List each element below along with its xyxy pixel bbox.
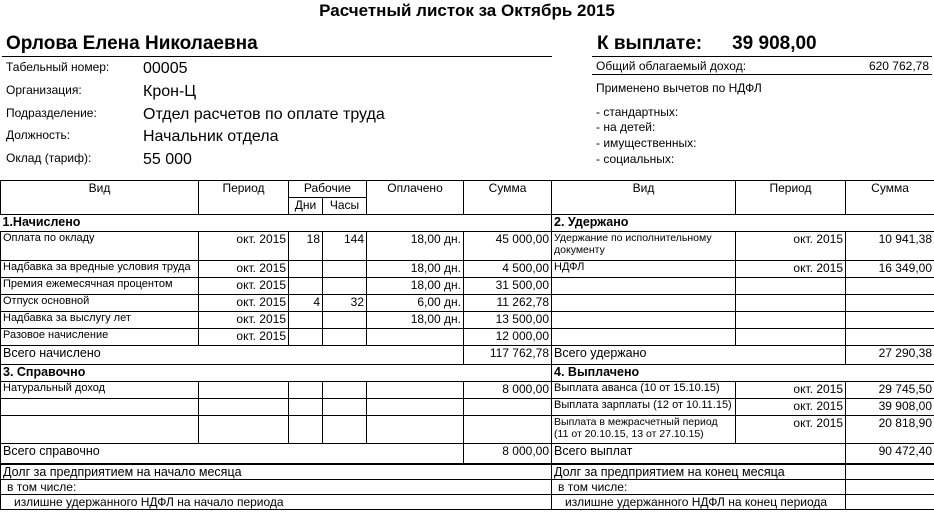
deduction-property: - имущественных: (596, 136, 697, 150)
total-accrued-value: 117 762,78 (464, 346, 552, 365)
paidout-period: окт. 2015 (736, 382, 846, 399)
empty-cell (199, 382, 289, 399)
debt-end-label: Долг за предприятием на конец месяца (552, 464, 846, 480)
accrued-hours (323, 312, 367, 329)
empty-cell (846, 479, 934, 494)
page-title: Расчетный листок за Октябрь 2015 (319, 1, 615, 20)
header-period-right: Период (736, 181, 846, 215)
empty-cell (289, 399, 323, 416)
paidout-sum: 29 745,50 (846, 382, 934, 399)
empty-cell (846, 295, 934, 312)
accrued-hours: 144 (323, 232, 367, 261)
accrued-vid: Надбавка за выслугу лет (1, 312, 199, 329)
total-reference-label: Всего справочно (1, 444, 464, 464)
accrued-vid: Оплата по окладу (1, 232, 199, 261)
withheld-period: окт. 2015 (736, 261, 846, 278)
accrued-sum: 11 262,78 (464, 295, 552, 312)
total-withheld-value: 27 290,38 (846, 346, 934, 365)
table-row (1, 295, 934, 312)
total-withheld-label: Всего удержано (552, 346, 846, 365)
table-row (1, 399, 934, 416)
accrued-paid (367, 329, 464, 346)
accrued-period: окт. 2015 (199, 295, 289, 312)
employee-name: Орлова Елена Николаевна (6, 33, 258, 54)
empty-cell (1, 399, 199, 416)
accrued-sum: 12 000,00 (464, 329, 552, 346)
paidout-vid: Выплата в межрасчетный период (11 от 20.10.15, 13 от 27.10.15) (552, 416, 736, 444)
header-vid-left: Вид (1, 181, 199, 215)
accrued-period: окт. 2015 (199, 312, 289, 329)
accrued-period: окт. 2015 (199, 329, 289, 346)
position-label: Должность: (6, 128, 71, 142)
header-sum-right: Сумма (846, 181, 934, 215)
section-accrued: 1.Начислено (1, 215, 552, 232)
section-reference: 3. Справочно (1, 365, 552, 382)
empty-cell (846, 494, 934, 509)
total-paidout-label: Всего выплат (552, 444, 846, 464)
empty-cell (464, 416, 552, 444)
withheld-sum: 16 349,00 (846, 261, 934, 278)
accrued-hours (323, 278, 367, 295)
header-paid: Оплачено (367, 181, 464, 215)
header-hours: Часы (323, 198, 367, 215)
total-accrued-label: Всего начислено (1, 346, 464, 365)
organization-label: Организация: (6, 83, 82, 97)
header-days: Дни (289, 198, 323, 215)
accrued-days: 4 (289, 295, 323, 312)
table-row (1, 416, 934, 444)
accrued-sum: 45 000,00 (464, 232, 552, 261)
empty-cell (736, 278, 846, 295)
accrued-days (289, 261, 323, 278)
header-sum-left: Сумма (464, 181, 552, 215)
accrued-paid: 6,00 дн. (367, 295, 464, 312)
empty-cell (846, 312, 934, 329)
accrued-period: окт. 2015 (199, 261, 289, 278)
taxable-income-label: Общий облагаемый доход: (596, 59, 747, 73)
debt-end-ndfl: излишне удержанного НДФЛ на конец периода (552, 494, 846, 509)
deduction-children: - на детей: (596, 120, 656, 134)
section-paidout: 4. Выплачено (552, 365, 934, 382)
empty-cell (846, 278, 934, 295)
debt-start-incl: в том числе: (1, 479, 552, 494)
accrued-hours (323, 329, 367, 346)
accrued-paid: 18,00 дн. (367, 232, 464, 261)
empty-cell (289, 416, 323, 444)
paidout-period: окт. 2015 (736, 416, 846, 444)
paidout-vid: Выплата зарплаты (12 от 10.11.15) (552, 399, 736, 416)
department-value: Отдел расчетов по оплате труда (143, 106, 385, 123)
accrued-vid: Премия ежемесячная процентом (1, 278, 199, 295)
paidout-sum: 20 818,90 (846, 416, 934, 444)
payout-value: 39 908,00 (732, 33, 817, 54)
debt-start-ndfl: излишне удержанного НДФЛ на начало периода (1, 494, 552, 509)
deduction-standard: - стандартных: (596, 105, 679, 119)
accrued-days (289, 329, 323, 346)
accrued-period: окт. 2015 (199, 278, 289, 295)
reference-vid: Натуральный доход (1, 382, 199, 399)
header-period-left: Период (199, 181, 289, 215)
empty-cell (323, 399, 367, 416)
withheld-period: окт. 2015 (736, 232, 846, 261)
taxable-underline (592, 74, 932, 75)
payout-label: К выплате: (597, 33, 703, 54)
name-underline (2, 56, 552, 57)
taxable-income-value: 620 762,78 (868, 59, 929, 73)
empty-cell (736, 329, 846, 346)
accrued-days (289, 312, 323, 329)
empty-cell (199, 399, 289, 416)
empty-cell (367, 382, 464, 399)
withheld-vid: НДФЛ (552, 261, 736, 278)
empty-cell (552, 295, 736, 312)
salary-label: Оклад (тариф): (6, 151, 92, 165)
header-working: Рабочие (289, 181, 367, 198)
accrued-vid: Отпуск основной (1, 295, 199, 312)
accrued-paid: 18,00 дн. (367, 278, 464, 295)
accrued-days (289, 278, 323, 295)
empty-cell (323, 416, 367, 444)
total-paidout-value: 90 472,40 (846, 444, 934, 464)
position-value: Начальник отдела (143, 128, 279, 145)
empty-cell (846, 329, 934, 346)
empty-cell (289, 382, 323, 399)
accrued-paid: 18,00 дн. (367, 312, 464, 329)
accrued-sum: 4 500,00 (464, 261, 552, 278)
paidout-sum: 39 908,00 (846, 399, 934, 416)
header-vid-right: Вид (552, 181, 736, 215)
deductions-title: Применено вычетов по НДФЛ (596, 81, 762, 95)
payout-underline (592, 56, 932, 57)
table-row (1, 261, 934, 278)
paidout-vid: Выплата аванса (10 от 15.10.15) (552, 382, 736, 399)
deduction-social: - социальных: (596, 152, 675, 166)
debt-end-incl: в том числе: (552, 479, 846, 494)
table-row (1, 278, 934, 295)
empty-cell (552, 312, 736, 329)
empty-cell (464, 399, 552, 416)
accrued-days: 18 (289, 232, 323, 261)
accrued-period: окт. 2015 (199, 232, 289, 261)
accrued-vid: Надбавка за вредные условия труда (1, 261, 199, 278)
withheld-vid: Удержание по исполнительному документу (552, 232, 736, 261)
table-row (1, 382, 934, 399)
empty-cell (552, 329, 736, 346)
empty-cell (1, 416, 199, 444)
withheld-sum: 10 941,38 (846, 232, 934, 261)
empty-cell (367, 399, 464, 416)
empty-cell (367, 416, 464, 444)
tab-number-value: 00005 (143, 60, 188, 77)
department-label: Подразделение: (6, 106, 97, 120)
payslip-table (0, 180, 934, 510)
section-withheld: 2. Удержано (552, 215, 934, 232)
organization-value: Крон-Ц (143, 83, 197, 100)
accrued-hours: 32 (323, 295, 367, 312)
empty-cell (736, 295, 846, 312)
debt-start-label: Долг за предприятием на начало месяца (1, 464, 552, 480)
accrued-vid: Разовое начисление (1, 329, 199, 346)
reference-sum: 8 000,00 (464, 382, 552, 399)
empty-cell (846, 464, 934, 480)
empty-cell (552, 278, 736, 295)
empty-cell (736, 312, 846, 329)
total-reference-value: 8 000,00 (464, 444, 552, 464)
salary-value: 55 000 (143, 151, 192, 168)
accrued-hours (323, 261, 367, 278)
accrued-sum: 13 500,00 (464, 312, 552, 329)
table-row (1, 232, 934, 261)
tab-number-label: Табельный номер: (6, 60, 110, 74)
accrued-paid: 18,00 дн. (367, 261, 464, 278)
table-row (1, 312, 934, 329)
table-row (1, 329, 934, 346)
empty-cell (199, 416, 289, 444)
empty-cell (323, 382, 367, 399)
payout-summary (597, 33, 817, 55)
paidout-period: окт. 2015 (736, 399, 846, 416)
accrued-sum: 31 500,00 (464, 278, 552, 295)
